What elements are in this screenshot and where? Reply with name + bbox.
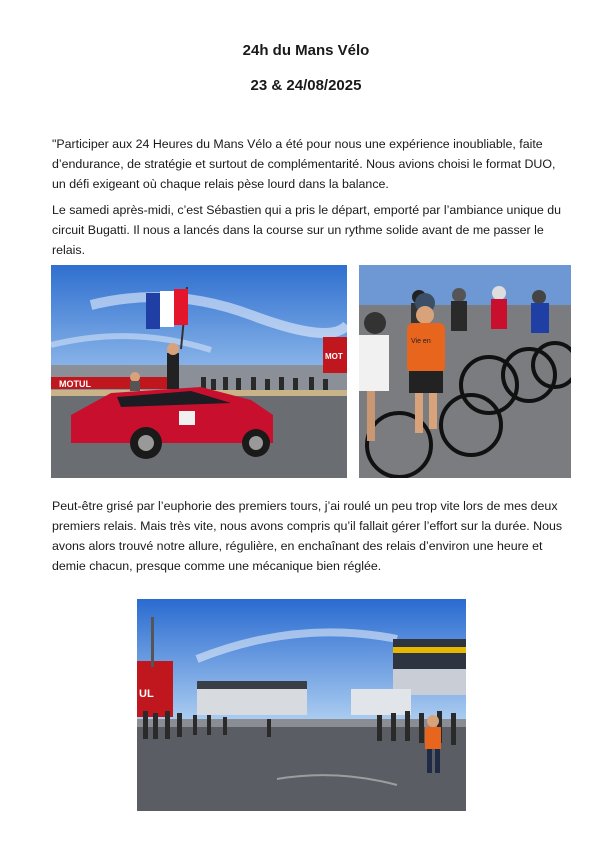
- photo-cyclists-start: [359, 265, 571, 478]
- photo-car-with-flag: [51, 265, 347, 478]
- paragraph-intro: "Participer aux 24 Heures du Mans Vélo a été pour nous une expérience inoubliable, faite d’endurance, de stratégie et surtout de complémentarité. Nous avions choisi le format DUO, un défi exigeant où chaque relais pèse lourd dans la balance.: [52, 137, 556, 191]
- event-date: 23 & 24/08/2025: [250, 77, 362, 94]
- paragraph-relays: Peut-être grisé par l’euphorie des premiers tours, j’ai roulé un peu trop vite lors de mes deux premiers relais. Mais très vite, nous avons compris qu’il fallait gérer l’effort sur la durée. Nous avons alors trouvé notre allure, régulière, en enchaînant des relais d’environ une heure et demie chacun, presque comme une mécanique bien réglée.: [52, 499, 563, 573]
- svg-text:Vie en: Vie en: [411, 338, 431, 345]
- svg-text:MOTUL: MOTUL: [59, 379, 91, 389]
- page-title: 24h du Mans Vélo: [242, 42, 370, 59]
- svg-text:UL: UL: [139, 688, 154, 700]
- svg-text:MOT: MOT: [325, 352, 343, 361]
- paragraph-start: Le samedi après-midi, c’est Sébastien qui a pris le départ, emporté par l’ambiance unique du circuit Bugatti. Il nous a lancés dans la course sur un rythme solide avant de me passer le relais.: [52, 203, 561, 257]
- photo-track-grandstand: [137, 599, 466, 811]
